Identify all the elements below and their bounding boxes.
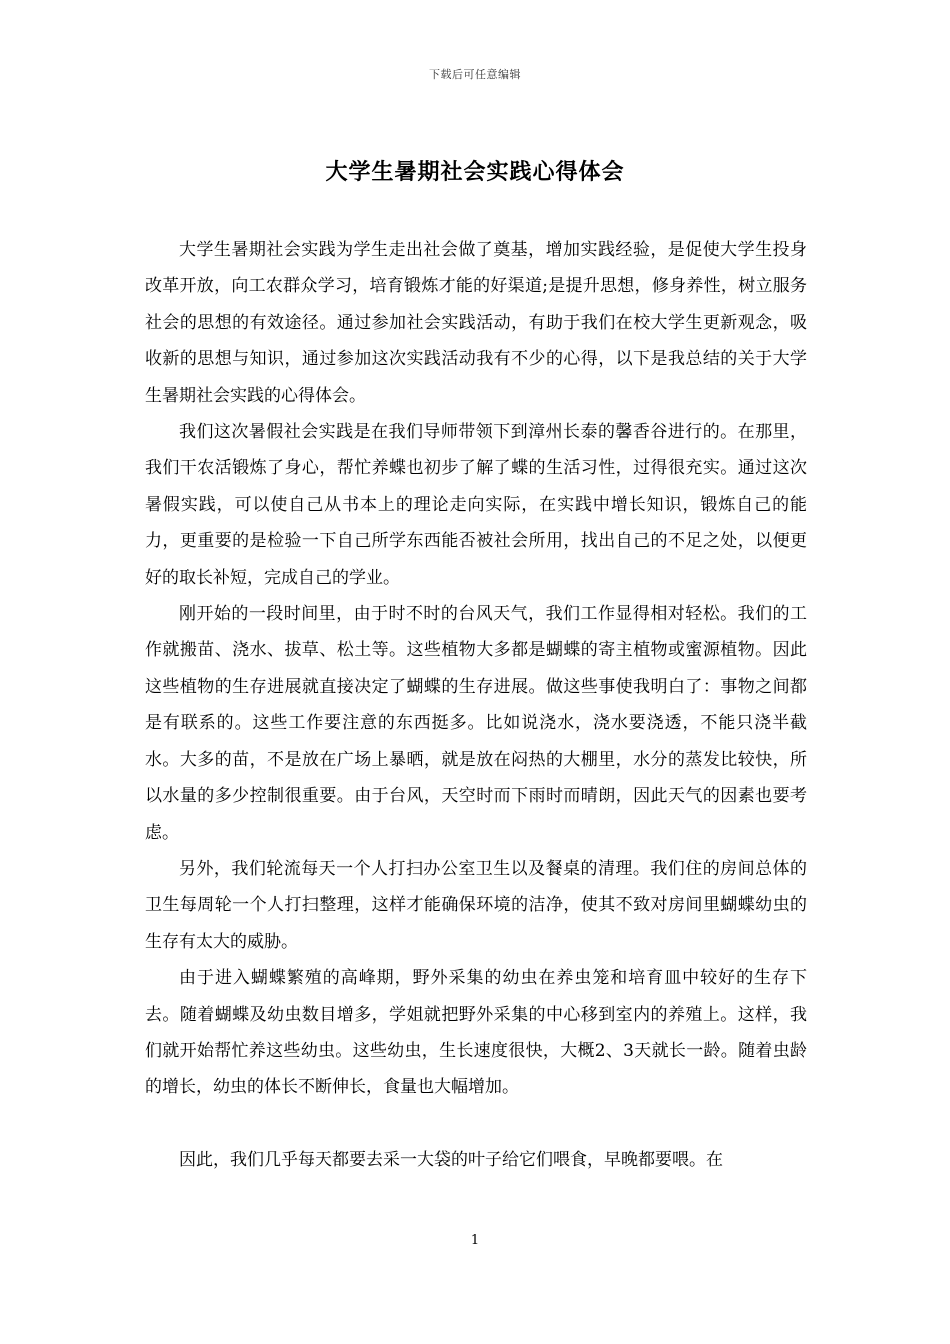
paragraph-gap: [145, 1106, 807, 1142]
document-body: [145, 232, 807, 1178]
paragraph: 大学生暑期社会实践为学生走出社会做了奠基，增加实践经验，是促使大学生投身改革开放，向工农群众学习，培育锻炼才能的好渠道;是提升思想，修身养性，树立服务社会的思想的有效途径。通过参加社会实践活动，有助于我们在校大学生更新观念，吸收新的思想与知识，通过参加这次实践活动我有不少的心得，以下是我总结的关于大学生暑期社会实践的心得体会。: [145, 240, 807, 406]
paragraph: 我们这次暑假社会实践是在我们导师带领下到漳州长泰的馨香谷进行的。在那里，我们干农活锻炼了身心，帮忙养蝶也初步了解了蝶的生活习性，过得很充实。通过这次暑假实践，可以使自己从书本上的理论走向实际，在实践中增长知识，锻炼自己的能力，更重要的是检验一下自己所学东西能否被社会所用，找出自己的不足之处，以便更好的取长补短，完成自己的学业。: [145, 422, 807, 588]
page-header: 下载后可任意编辑: [429, 68, 521, 81]
document-title: 大学生暑期社会实践心得体会: [325, 159, 625, 185]
page-number: 1: [470, 1233, 480, 1248]
paragraph: 因此，我们几乎每天都要去采一大袋的叶子给它们喂食，早晚都要喂。在: [179, 1149, 723, 1170]
paragraph: 刚开始的一段时间里，由于时不时的台风天气，我们工作显得相对轻松。我们的工作就搬苗、浇水、拔草、松土等。这些植物大多都是蝴蝶的寄主植物或蜜源植物。因此这些植物的生存进展就直接决定了蝴蝶的生存进展。做这些事使我明白了：事物之间都是有联系的。这些工作要注意的东西挺多。比如说浇水，浇水要浇透，不能只浇半截水。大多的苗，不是放在广场上暴晒，就是放在闷热的大棚里，水分的蒸发比较快，所以水量的多少控制很重要。由于台风，天空时而下雨时而晴朗，因此天气的因素也要考虑。: [145, 604, 807, 843]
paragraph: 由于进入蝴蝶繁殖的高峰期，野外采集的幼虫在养虫笼和培育皿中较好的生存下去。随着蝴蝶及幼虫数目增多，学姐就把野外采集的中心移到室内的养殖上。这样，我们就开始帮忙养这些幼虫。这些幼虫，生长速度很快，大概2、3天就长一龄。随着虫龄的增长，幼虫的体长不断伸长，食量也大幅增加。: [145, 968, 807, 1098]
paragraph: 另外，我们轮流每天一个人打扫办公室卫生以及餐桌的清理。我们住的房间总体的卫生每周轮一个人打扫整理，这样才能确保环境的洁净，使其不致对房间里蝴蝶幼虫的生存有太大的威胁。: [145, 858, 807, 952]
